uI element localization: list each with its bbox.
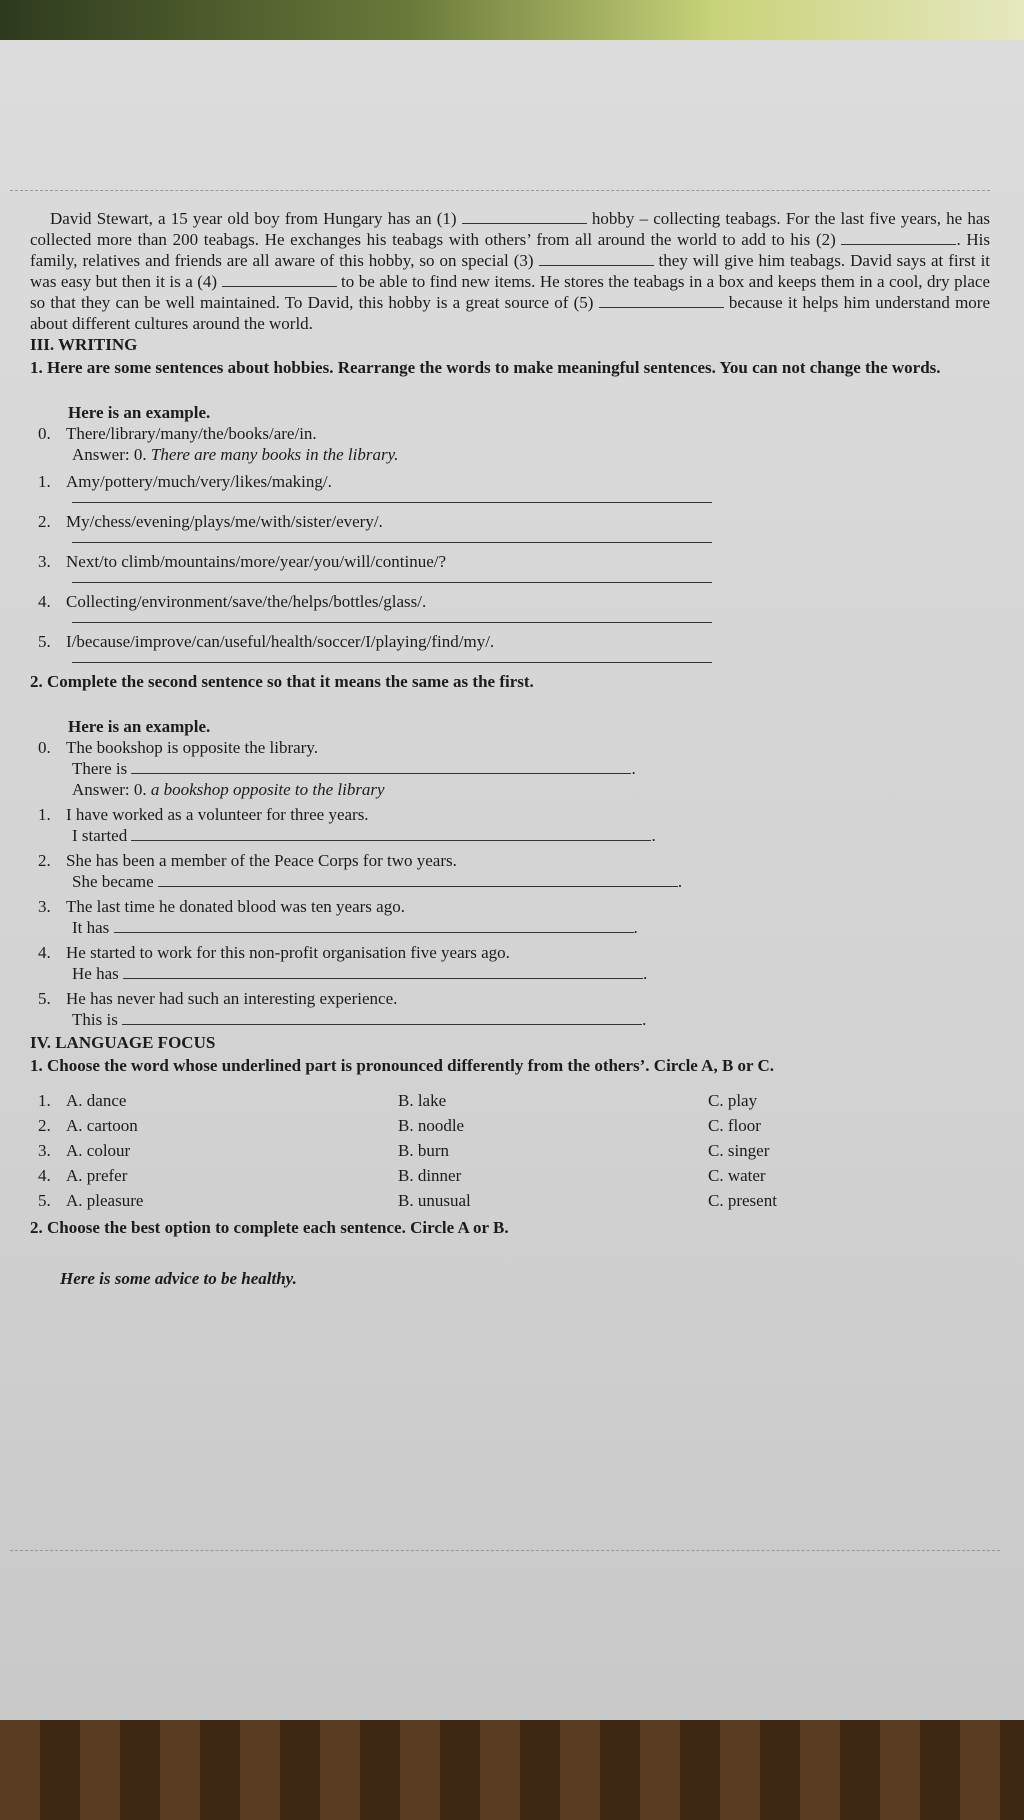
stem-text: She became [72,872,154,891]
option-a[interactable] [38,1115,398,1140]
blank-2[interactable] [841,244,956,245]
row-number: 4. [38,1166,51,1185]
option-a[interactable] [38,1090,398,1115]
example-heading: Here is an example. [68,403,211,422]
example-answer-label: Answer: 0. [72,445,147,464]
advice-heading: Here is some advice to be healthy. [60,1269,297,1288]
rewrite-item [38,850,990,871]
option-c-text: C. water [708,1166,766,1185]
background-table [0,1720,1024,1820]
option-b[interactable] [398,1190,708,1215]
item-number: 3. [38,552,51,571]
option-a-text: A. dance [66,1091,127,1110]
item-text: Collecting/environment/save/the/helps/bottles/glass/. [66,592,427,611]
example2-question: The bookshop is opposite the library. [66,738,318,757]
rewrite-item [38,896,990,917]
row-number: 3. [38,1141,51,1160]
example-answer [72,444,990,465]
option-b[interactable] [398,1140,708,1165]
option-b[interactable] [398,1115,708,1140]
rewrite-stem: This is . [72,1010,647,1029]
rearrange-list [30,471,990,663]
example2-number: 0. [38,738,51,757]
option-c[interactable] [708,1115,938,1140]
item-text: I/because/improve/can/useful/health/soccer/I/playing/find/my/. [66,632,495,651]
answer-line-2[interactable] [72,538,712,543]
item-number: 2. [38,512,51,531]
passage-text-3: they will give him teabags. David says at first it was easy but then it is a (4) [30,251,991,291]
blank-3[interactable] [539,265,654,266]
stem-text: He has [72,964,119,983]
stem-text: It has [72,918,110,937]
row-number: 5. [38,1191,51,1210]
rewrite-item [38,942,990,963]
pronunciation-grid [38,1090,990,1215]
answer-line-1[interactable] [72,498,712,503]
item-number: 5. [38,989,51,1008]
worksheet-page [0,40,1024,1760]
example-number: 0. [38,424,51,443]
passage-text-1: David Stewart, a 15 year old boy from Hungary has an (1) [50,209,457,228]
rearrange-item [38,631,990,652]
item-text: He has never had such an interesting experience. [66,989,398,1008]
language-task-2: 2. Choose the best option to complete each sentence. Circle A or B. [30,1218,509,1237]
rewrite-blank-5[interactable] [122,1024,642,1025]
passage-text-1b: hobby – collecting teabags. For the last five years, he has collected more than 200 teabags. He exchanges his teabags with others’ from all around the world to add to his (2) [30,209,991,249]
rearrange-item [38,551,990,572]
option-b[interactable] [398,1090,708,1115]
rewrite-stem: He has . [72,964,648,983]
option-c-text: C. singer [708,1141,770,1160]
option-c[interactable] [708,1190,938,1215]
option-b[interactable] [398,1165,708,1190]
option-a-text: A. prefer [66,1166,128,1185]
option-c[interactable] [708,1140,938,1165]
option-b-text: B. burn [398,1141,449,1160]
passage-text-2: . His family, relatives and friends are all aware of this hobby, so on special (3) [30,230,991,270]
example2-row [38,737,990,758]
item-number: 3. [38,897,51,916]
blank-5[interactable] [599,307,724,308]
stem-text: This is [72,1010,118,1029]
item-text: He started to work for this non-profit organisation five years ago. [66,943,510,962]
option-c[interactable] [708,1090,938,1115]
example2-answer-label: Answer: 0. [72,780,147,799]
option-c-text: C. play [708,1091,758,1110]
option-b-text: B. lake [398,1091,447,1110]
stem-text: I started [72,826,128,845]
reading-passage [30,208,990,334]
item-text: Amy/pottery/much/very/likes/making/. [66,472,332,491]
option-a[interactable] [38,1190,398,1215]
dashed-border-top [10,190,990,191]
example2-answer-text: a bookshop opposite to the library [150,780,385,799]
passage-text-4: to be able to find new items. He stores the teabags in a box and keeps them in a cool, dry place so that they can be well maintained. To David, this hobby is a great source of (5) [30,272,990,312]
rearrange-item [38,591,990,612]
rewrite-blank-1[interactable] [131,840,651,841]
example2-answer [72,779,990,800]
dashed-border-bottom [10,1550,1000,1551]
example2-heading: Here is an example. [68,717,211,736]
option-a-text: A. colour [66,1141,131,1160]
blank-1[interactable] [462,223,587,224]
rewrite-stem: She became . [72,872,683,891]
item-number: 4. [38,592,51,611]
example2-blank [131,773,631,774]
rewrite-item [38,804,990,825]
rewrite-blank-3[interactable] [114,932,634,933]
option-a[interactable] [38,1165,398,1190]
item-text: She has been a member of the Peace Corps for two years. [66,851,457,870]
writing-task-2: 2. Complete the second sentence so that it means the same as the first. [30,672,534,691]
option-c-text: C. present [708,1191,777,1210]
example2-stem-text: There is [72,759,128,778]
rewrite-item [38,988,990,1009]
example2-stem: There is . [72,759,636,778]
answer-line-4[interactable] [72,618,712,623]
option-a-text: A. pleasure [66,1191,144,1210]
option-a[interactable] [38,1140,398,1165]
rewrite-stem: I started . [72,826,656,845]
item-text: I have worked as a volunteer for three years. [66,805,369,824]
option-b-text: B. unusual [398,1191,471,1210]
item-number: 4. [38,943,51,962]
row-number: 2. [38,1116,51,1135]
language-task-1: 1. Choose the word whose underlined part is pronounced differently from the others’. Circle A, B or C. [30,1056,775,1075]
rewrite-blank-2[interactable] [158,886,678,887]
item-text: Next/to climb/mountains/more/year/you/will/continue/? [66,552,447,571]
worksheet-content [30,208,990,1289]
row-number: 1. [38,1091,51,1110]
example-row [38,423,990,444]
section-language-title: IV. LANGUAGE FOCUS [30,1033,216,1052]
option-b-text: B. dinner [398,1166,462,1185]
item-number: 5. [38,632,51,651]
item-number: 1. [38,805,51,824]
rearrange-item [38,511,990,532]
section-writing-title: III. WRITING [30,335,138,354]
rewrite-list [30,804,990,1030]
item-text: My/chess/evening/plays/me/with/sister/every/. [66,512,383,531]
option-c-text: C. floor [708,1116,761,1135]
item-number: 2. [38,851,51,870]
blank-4[interactable] [222,286,337,287]
example-question: There/library/many/the/books/are/in. [66,424,317,443]
rewrite-stem: It has . [72,918,638,937]
rearrange-item [38,471,990,492]
rewrite-blank-4[interactable] [123,978,643,979]
option-c[interactable] [708,1165,938,1190]
item-number: 1. [38,472,51,491]
example-answer-text: There are many books in the library. [150,445,399,464]
writing-task-1: 1. Here are some sentences about hobbies. Rearrange the words to make meaningful sentences. You can not change the words. [30,358,941,377]
passage-text-5: because it helps him understand more about different cultures around the world. [30,293,990,333]
answer-line-3[interactable] [72,578,712,583]
item-text: The last time he donated blood was ten years ago. [66,897,405,916]
option-b-text: B. noodle [398,1116,465,1135]
answer-line-5[interactable] [72,658,712,663]
option-a-text: A. cartoon [66,1116,138,1135]
